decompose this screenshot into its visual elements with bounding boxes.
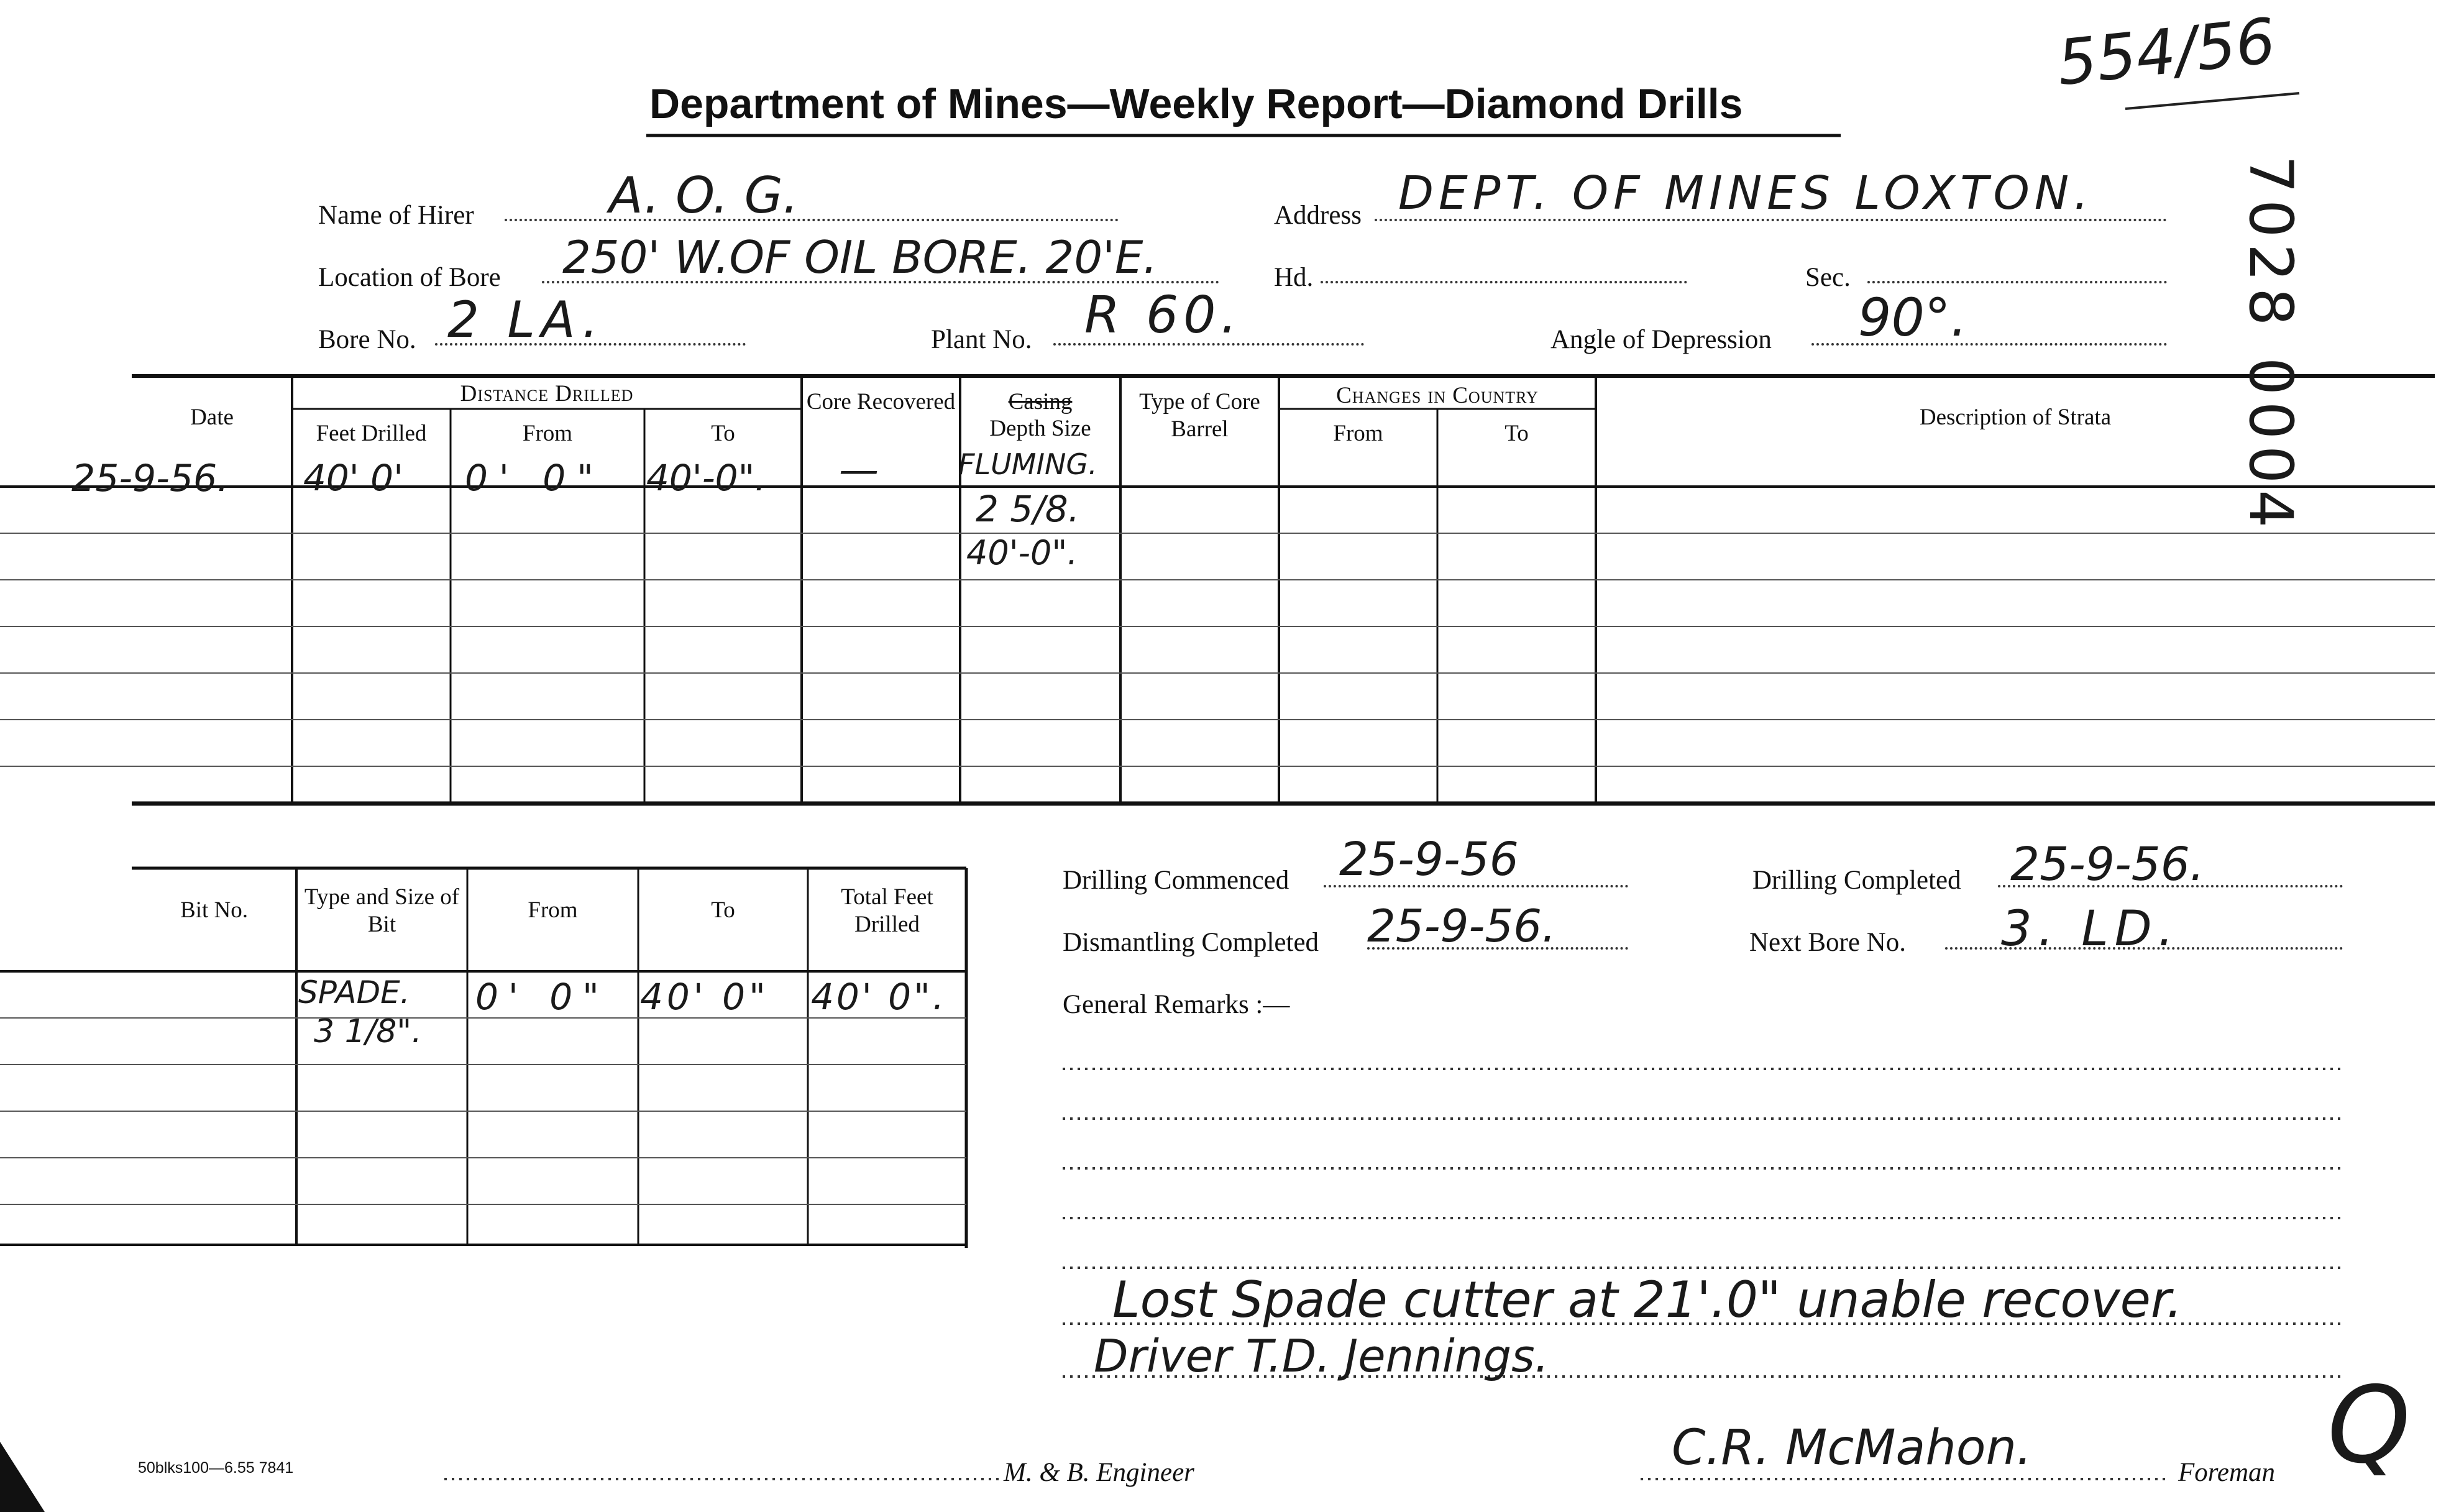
drilling-commenced-value: 25-9-56 bbox=[1339, 833, 1519, 886]
feet-drilled-header: Feet Drilled bbox=[316, 421, 427, 446]
bit-no-header: Bit No. bbox=[180, 897, 248, 923]
location-value: 250' W.OF OIL BORE. 20'E. bbox=[562, 231, 1158, 283]
sec-label: Sec. bbox=[1805, 263, 1851, 292]
sec-line bbox=[1867, 281, 2167, 283]
dismantling-completed-label: Dismantling Completed bbox=[1063, 928, 1319, 957]
bit-type-value: SPADE. bbox=[298, 974, 410, 1010]
core-barrel-header: Type of Core Barrel bbox=[1139, 389, 1260, 442]
next-bore-label: Next Bore No. bbox=[1749, 928, 1906, 957]
plant-no-value: R 60. bbox=[1084, 286, 1242, 345]
changes-to-header: To bbox=[1504, 421, 1529, 446]
strata-header: Description of Strata bbox=[1919, 405, 2112, 430]
foreman-label: Foreman bbox=[2178, 1458, 2276, 1487]
side-stamp-number: 7028 0004 bbox=[2236, 155, 2306, 534]
row-casing-size: 2 5/8. bbox=[976, 488, 1080, 530]
bore-no-value: 2 LA. bbox=[447, 291, 605, 349]
distance-to-header: To bbox=[711, 421, 735, 446]
next-bore-value: 3. LD. bbox=[2001, 901, 2180, 957]
row-date: 25-9-56. bbox=[71, 457, 229, 500]
drilling-completed-value: 25-9-56. bbox=[2010, 838, 2205, 891]
address-label: Address bbox=[1274, 201, 1362, 230]
page-title: Department of Mines—Weekly Report—Diamond Drills bbox=[649, 80, 1743, 127]
angle-value: 90°. bbox=[1858, 287, 1967, 348]
bit-from-header: From bbox=[528, 897, 578, 923]
dismantling-completed-value: 25-9-56. bbox=[1367, 900, 1556, 952]
bit-type-size-header: Type and Size of Bit bbox=[304, 884, 460, 938]
date-header: Date bbox=[190, 405, 234, 430]
general-remarks-label: General Remarks :— bbox=[1063, 990, 1290, 1019]
row-feet-drilled: 40' 0' bbox=[303, 457, 404, 499]
drilling-completed-label: Drilling Completed bbox=[1752, 866, 1961, 895]
hirer-line bbox=[505, 219, 1119, 221]
bit-to-value: 40' 0" bbox=[640, 976, 769, 1018]
hd-line bbox=[1321, 281, 1687, 283]
bit-total-value: 40' 0". bbox=[811, 976, 947, 1018]
plant-no-label: Plant No. bbox=[931, 325, 1032, 354]
location-label: Location of Bore bbox=[318, 263, 501, 292]
changes-from-header: From bbox=[1333, 421, 1383, 446]
drilling-commenced-label: Drilling Commenced bbox=[1063, 866, 1289, 895]
bit-from-value: 0' 0" bbox=[475, 976, 609, 1018]
hirer-label: Name of Hirer bbox=[318, 201, 474, 230]
total-feet-header: Total Feet Drilled bbox=[841, 884, 933, 938]
distance-from-header: From bbox=[522, 421, 573, 446]
reference-number: 554/56 bbox=[2053, 4, 2279, 100]
row-to: 40'-0". bbox=[646, 457, 766, 499]
row-from: 0' 0" bbox=[465, 457, 605, 499]
distance-drilled-header: Distance Drilled bbox=[460, 381, 634, 406]
bit-size-value: 3 1/8". bbox=[314, 1013, 422, 1050]
address-value: DEPT. OF MINES LOXTON. bbox=[1398, 167, 2094, 220]
initials-mark: Q bbox=[2327, 1364, 2411, 1487]
casing-header: Casing bbox=[1008, 389, 1073, 415]
core-recovered-header: Core Recovered bbox=[806, 389, 956, 415]
casing-note: FLUMING. bbox=[958, 447, 1097, 481]
foreman-signature: C.R. McMahon. bbox=[1672, 1420, 2032, 1476]
bit-to-header: To bbox=[711, 897, 735, 923]
hd-label: Hd. bbox=[1274, 263, 1314, 292]
angle-label: Angle of Depression bbox=[1550, 325, 1772, 354]
row-core-recovered: — bbox=[839, 447, 879, 493]
remark-line-1: Lost Spade cutter at 21'.0" unable recover. bbox=[1112, 1271, 2182, 1329]
remark-line-2: Driver T.D. Jennings. bbox=[1094, 1330, 1549, 1382]
hirer-value: A. O. G. bbox=[609, 167, 799, 224]
row-casing-depth: 40'-0". bbox=[966, 533, 1078, 572]
changes-in-country-header: Changes in Country bbox=[1336, 383, 1539, 408]
print-code: 50blks100—6.55 7841 bbox=[138, 1459, 294, 1477]
bore-no-label: Bore No. bbox=[318, 325, 416, 354]
depth-size-header: Depth Size bbox=[989, 416, 1091, 441]
engineer-label: M. & B. Engineer bbox=[1004, 1458, 1194, 1487]
